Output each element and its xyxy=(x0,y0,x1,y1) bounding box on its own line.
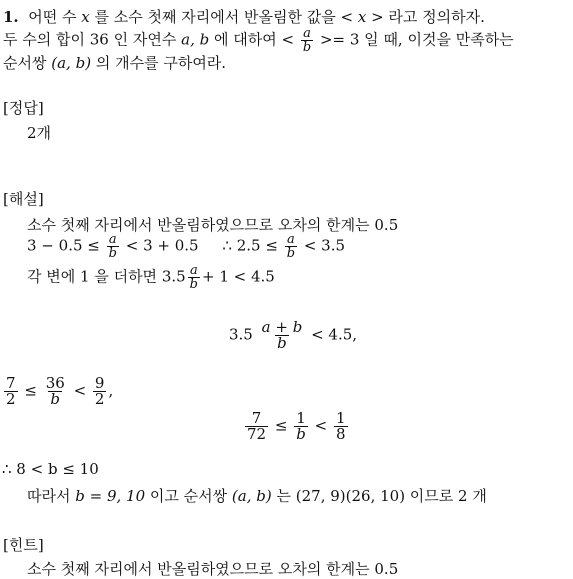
answer-header: [정답] xyxy=(3,99,44,117)
fraction-a-plus-b-over-b: $\frac{a + b}{b}$ xyxy=(261,318,303,352)
equation-2: $\frac{7}{2}$ ≤ $\frac{36}{b}$ < $\frac{9}{2}$ , xyxy=(6,374,114,408)
fraction-a-over-b: $\frac{a}{b}$ xyxy=(302,26,312,55)
problem-number: 1. xyxy=(3,8,19,26)
problem-line-2: 두 수의 합이 36 인 자연수 a, b 에 대하여 < $\frac{a}{b}$ >= 3 일 때, 이것을 만족하는 xyxy=(3,26,514,55)
solution-line-2: 3 − 0.5 ≤ $\frac{a}{b}$ < 3 + 0.5 ∴ 2.5 ≤ $\frac{a}{b}$ < 3.5 xyxy=(27,232,346,261)
solution-line-1: 소수 첫째 자리에서 반올림하였으므로 오차의 한계는 0.5 xyxy=(27,216,399,234)
fraction-a-over-b: $\frac{a}{b}$ xyxy=(108,232,117,261)
hint-text: 소수 첫째 자리에서 반올림하였으므로 오차의 한계는 0.5 xyxy=(27,560,399,578)
solution-conclusion: 따라서 b = 9, 10 이고 순서쌍 (a, b) 는 (27, 9)(26, 10) 이므로 2 개 xyxy=(27,487,487,505)
hint-header: [힌트] xyxy=(3,536,44,554)
equation-3: $\frac{7}{72}$ ≤ $\frac{1}{b}$ < $\frac{1}{8}$ xyxy=(247,409,346,443)
problem-line-3: 순서쌍 (a, b) 의 개수를 구하여라. xyxy=(3,54,227,72)
equation-4: ∴ 8 < b ≤ 10 xyxy=(2,460,99,478)
solution-line-3: 각 변에 1 을 더하면 3.5 $\frac{a}{b}$ + 1 < 4.5 xyxy=(27,263,275,292)
fraction-a-over-b: $\frac{a}{b}$ xyxy=(286,232,296,261)
answer-value: 2개 xyxy=(27,124,52,142)
problem-line-1: 1. 어떤 수 x 를 소수 첫째 자리에서 반올림한 값을 < x > 라고 정의하자. xyxy=(3,8,485,26)
equation-1: 3.5 $\frac{a + b}{b}$ < 4.5, xyxy=(229,318,358,352)
solution-header: [해설] xyxy=(3,190,44,208)
fraction-a-over-b: $\frac{a}{b}$ xyxy=(189,263,198,292)
